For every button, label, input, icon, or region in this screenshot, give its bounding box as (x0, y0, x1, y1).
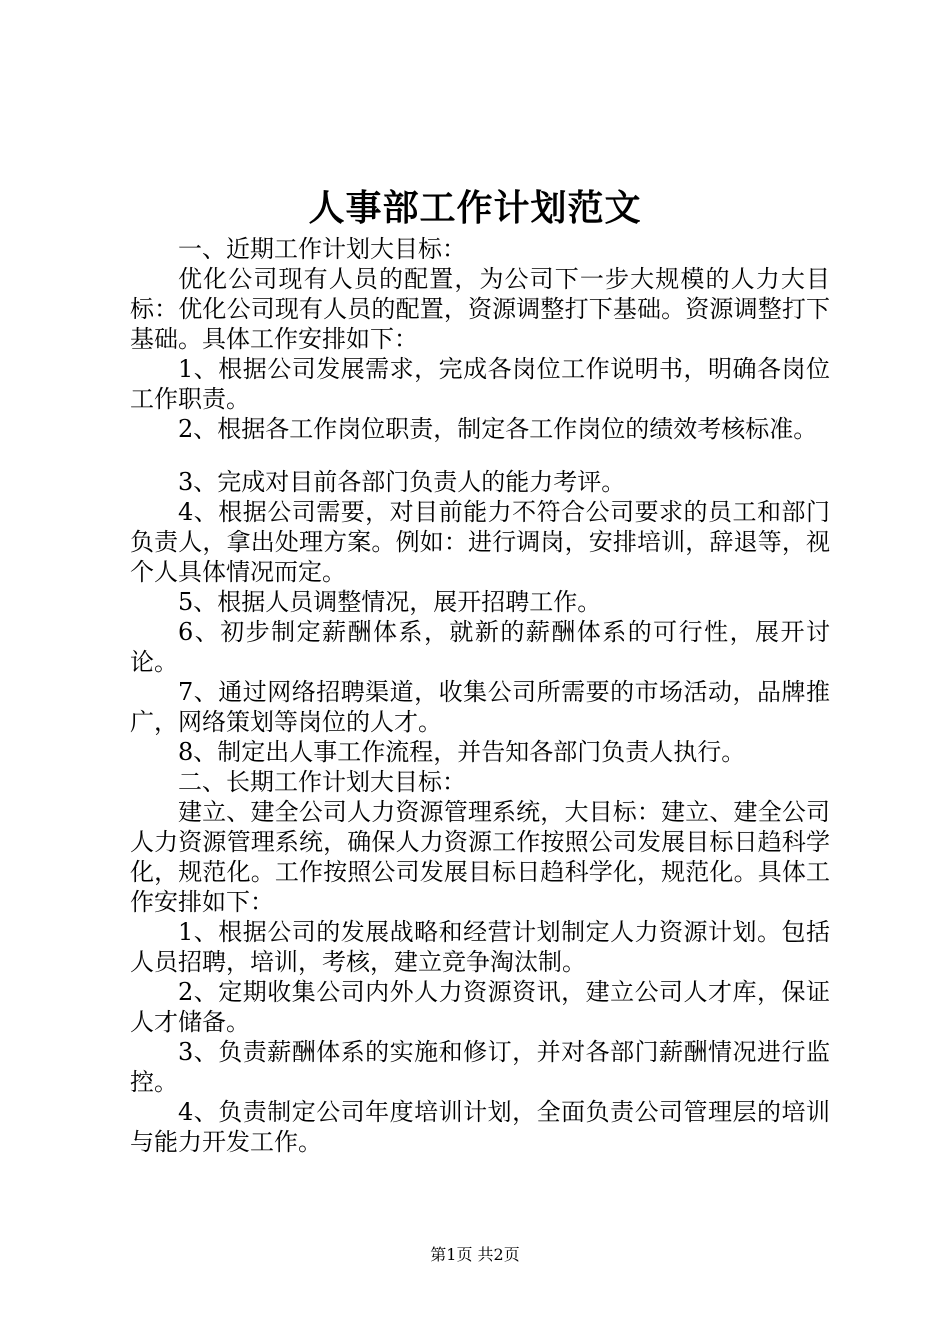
list-item-6: 6、初步制定薪酬体系，就新的薪酬体系的可行性，展开讨论。 (130, 618, 830, 676)
long-term-item-3: 3、负责薪酬体系的实施和修订，并对各部门薪酬情况进行监控。 (130, 1038, 830, 1096)
document-title: 人事部工作计划范文 (308, 187, 642, 229)
list-item-8: 8、制定出人事工作流程，并告知各部门负责人执行。 (178, 738, 746, 766)
list-item-3: 3、完成对目前各部门负责人的能力考评。 (178, 468, 626, 496)
list-item-1: 1、根据公司发展需求，完成各岗位工作说明书，明确各岗位工作职责。 (130, 355, 830, 413)
list-item-5: 5、根据人员调整情况，展开招聘工作。 (178, 588, 602, 616)
list-item-2: 2、根据各工作岗位职责，制定各工作岗位的绩效考核标准。 (178, 415, 818, 443)
long-term-item-2: 2、定期收集公司内外人力资源资讯，建立公司人才库，保证人才储备。 (130, 978, 830, 1036)
paragraph-short-term-goal: 优化公司现有人员的配置，为公司下一步大规模的人力大目标：优化公司现有人员的配置，资源调整打下基础。资源调整打下基础。具体工作安排如下： (130, 265, 830, 353)
list-item-7: 7、通过网络招聘渠道，收集公司所需要的市场活动，品牌推广，网络策划等岗位的人才。 (130, 678, 830, 736)
paragraph-long-term-goal: 建立、建全公司人力资源管理系统，大目标：建立、建全公司人力资源管理系统，确保人力资源工作按照公司发展目标日趋科学化，规范化。工作按照公司发展目标日趋科学化，规范化。具体工作安排如下： (130, 798, 830, 916)
section-heading-long-term: 二、长期工作计划大目标： (178, 768, 466, 796)
long-term-item-1: 1、根据公司的发展战略和经营计划制定人力资源计划。包括人员招聘，培训，考核，建立竞争淘汰制。 (130, 918, 830, 976)
long-term-item-4: 4、负责制定公司年度培训计划，全面负责公司管理层的培训与能力开发工作。 (130, 1098, 830, 1156)
list-item-4: 4、根据公司需要，对目前能力不符合公司要求的员工和部门负责人，拿出处理方案。例如：进行调岗，安排培训，辞退等，视个人具体情况而定。 (130, 498, 830, 586)
section-heading-short-term: 一、近期工作计划大目标： (178, 235, 466, 263)
document-body (130, 234, 830, 1157)
page-footer: 第1页 共2页 (430, 1245, 520, 1264)
paragraph-gap (130, 444, 830, 467)
